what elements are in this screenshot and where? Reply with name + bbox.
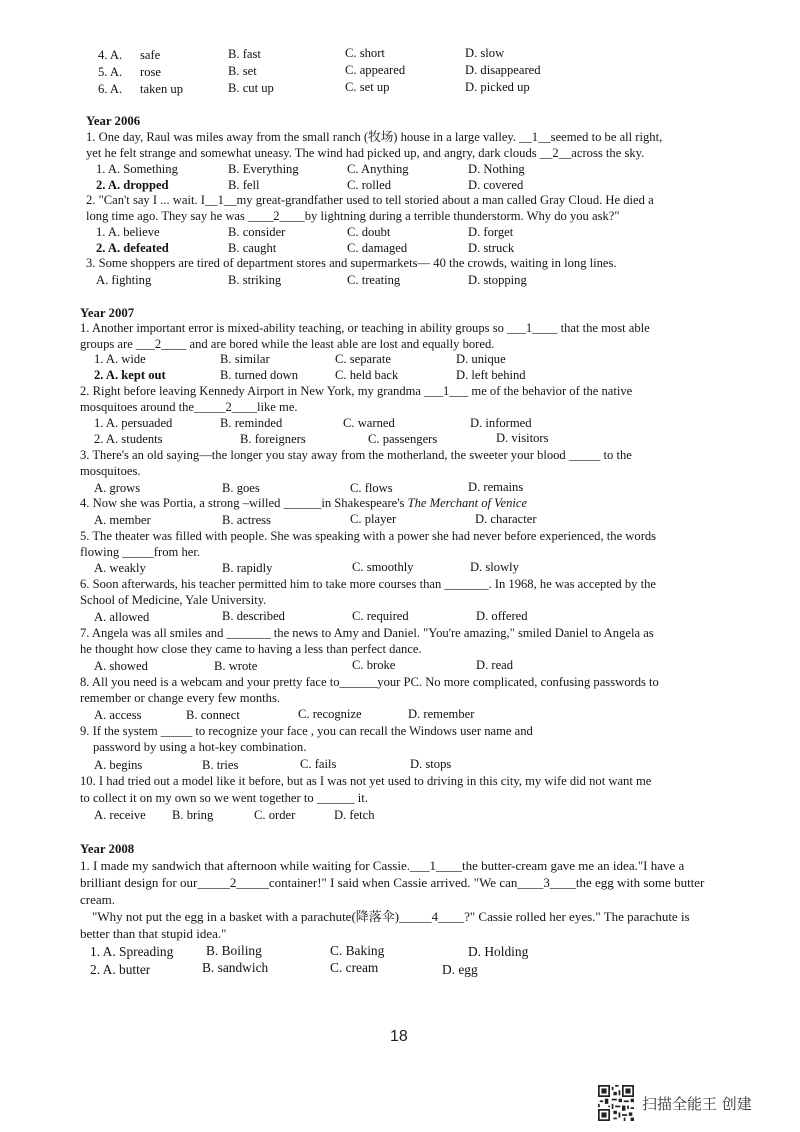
option-a: 1. A. Spreading [90, 944, 174, 959]
option-c: C. rolled [347, 178, 392, 192]
option-b: B. striking [228, 273, 282, 287]
option-d: D. offered [476, 609, 528, 623]
option-a: 1. A. believe [96, 225, 160, 239]
option-a: A. member [94, 513, 151, 527]
option-d: D. disappeared [465, 63, 541, 77]
option-d: D. remember [408, 707, 475, 721]
option-d: D. read [476, 658, 514, 672]
option-a: A. fighting [96, 273, 152, 287]
option-d: D. forget [468, 225, 514, 239]
question-line: he thought how close they came to having a less than perfect dance. [80, 642, 422, 656]
option-a: A. receive [94, 808, 146, 822]
question-line: 7. Angela was all smiles and _______ the news to Amy and Daniel. "You're amazing," smiled Daniel to Angela as [80, 626, 654, 640]
question-line: 8. All you need is a webcam and your pretty face to______your PC. No more complicated, confusing passwords to [80, 675, 659, 689]
passage-line: brilliant design for our_____2_____container!" I said when Cassie arrived. "We can____3____the egg with some butter [80, 875, 705, 890]
question-line: flowing _____from her. [80, 545, 200, 559]
option-a: 2. A. butter [90, 962, 151, 977]
option-a: 1. A. wide [94, 352, 146, 366]
option-c: C. damaged [347, 241, 408, 255]
option-d: D. left behind [456, 368, 526, 382]
passage-line: cream. [80, 892, 116, 907]
option-c: C. passengers [368, 432, 438, 446]
option-c: C. smoothly [352, 560, 414, 574]
option-d: D. Nothing [468, 162, 525, 176]
option-c: C. player [350, 512, 397, 526]
option-b: B. foreigners [240, 432, 306, 446]
option-b: B. consider [228, 225, 286, 239]
section-heading-2007: Year 2007 [80, 306, 135, 320]
option-b: B. fast [228, 47, 261, 61]
option-a: 2. A. students [94, 432, 163, 446]
option-a: safe [140, 48, 161, 62]
question-line: to collect it on my own so we went together to ______ it. [80, 791, 368, 805]
option-a: A. access [94, 708, 142, 722]
option-c: C. broke [352, 658, 396, 672]
option-a: A. begins [94, 758, 143, 772]
option-number: 6. A. [98, 82, 123, 96]
option-d: D. covered [468, 178, 524, 192]
option-d: D. visitors [496, 431, 549, 445]
question-line: 1. Another important error is mixed-ability teaching, or teaching in ability groups so ___1____ that the most able [80, 321, 650, 335]
option-b: B. Boiling [206, 943, 262, 958]
option-d: D. slowly [470, 560, 519, 574]
option-a: 2. A. dropped [96, 178, 169, 192]
option-d: D. informed [470, 416, 532, 430]
option-d: D. stops [410, 757, 452, 771]
option-d: D. fetch [334, 808, 375, 822]
question-line: mosquitoes. [80, 464, 141, 478]
passage-line: "Why not put the egg in a basket with a parachute(降落伞)_____4____?" Cassie rolled her eyes." The parachute is [92, 909, 690, 924]
question-line: 6. Soon afterwards, his teacher permitted him to take more courses than _______. In 1968, he was accepted by the [80, 577, 656, 591]
option-d: D. character [475, 512, 537, 526]
option-a: A. showed [94, 659, 148, 673]
scanner-footer [598, 1085, 788, 1121]
passage-line: 2. "Can't say I ... wait. I__1__my great-grandfather used to tell storied about a man called Gray Cloud. He died a [86, 193, 654, 207]
option-b: B. goes [222, 481, 260, 495]
option-b: B. turned down [220, 368, 299, 382]
question-line: 5. The theater was filled with people. She was speaking with a power she had never before experienced, the words [80, 529, 657, 543]
option-a: taken up [140, 82, 184, 96]
option-b: B. fell [228, 178, 260, 192]
option-d: D. slow [465, 46, 505, 60]
option-c: C. doubt [347, 225, 391, 239]
option-c: C. recognize [298, 707, 362, 721]
option-c: C. Anything [347, 162, 409, 176]
question-line: 2. Right before leaving Kennedy Airport in New York, my grandma ___1___ me of the behavior of the native [80, 384, 633, 398]
option-a: rose [140, 65, 161, 79]
option-number: 4. A. [98, 48, 123, 62]
option-c: C. Baking [330, 943, 385, 958]
option-a: 1. A. Something [96, 162, 178, 176]
question-line: password by using a hot-key combination. [93, 740, 307, 754]
question-line [80, 496, 527, 511]
option-b: B. tries [202, 758, 239, 772]
option-b: B. bring [172, 808, 214, 822]
passage-line: 3. Some shoppers are tired of department stores and supermarkets— 40 the crowds, waiting in long lines. [86, 256, 617, 270]
passage-line: yet he felt strange and somewhat uneasy. The wind had picked up, and angry, dark clouds __2__across the sky. [86, 146, 645, 160]
option-b: B. set [228, 64, 257, 78]
option-c: C. warned [343, 416, 395, 430]
question-line: groups are ___2____ and are bored while the least able are lost and equally bored. [80, 337, 495, 351]
option-d: D. struck [468, 241, 515, 255]
passage-line: long time ago. They say he was ____2____by lightning during a terrible thunderstorm. Why do you ask?" [86, 209, 620, 223]
page-number: 18 [390, 1028, 408, 1045]
passage-line: 1. One day, Raul was miles away from the small ranch (牧场) house in a large valley. __1__seemed to be all right, [86, 130, 663, 144]
passage-line: better than that stupid idea." [80, 926, 227, 941]
qr-code-icon [598, 1085, 634, 1121]
option-b: B. reminded [220, 416, 283, 430]
option-b: B. cut up [228, 81, 274, 95]
option-b: B. connect [186, 708, 240, 722]
option-b: B. wrote [214, 659, 258, 673]
section-heading-2006: Year 2006 [86, 114, 141, 128]
option-a: A. weakly [94, 561, 146, 575]
option-a: A. grows [94, 481, 141, 495]
option-c: C. order [254, 808, 296, 822]
option-a: 1. A. persuaded [94, 416, 173, 430]
option-b: B. actress [222, 513, 271, 527]
option-d: D. remains [468, 480, 524, 494]
question-text: 4. Now she was Portia, a strong –willed ______in Shakespeare's [80, 496, 408, 510]
option-a: A. allowed [94, 610, 150, 624]
option-b: B. described [222, 609, 285, 623]
option-c: C. fails [300, 757, 337, 771]
section-heading-2008: Year 2008 [80, 842, 135, 856]
option-b: B. sandwich [202, 960, 269, 975]
question-line: School of Medicine, Yale University. [80, 593, 267, 607]
option-a: 2. A. kept out [94, 368, 166, 382]
option-c: C. flows [350, 481, 393, 495]
question-line: remember or change every few months. [80, 691, 281, 705]
option-c: C. set up [345, 80, 390, 94]
option-b: B. Everything [228, 162, 299, 176]
option-d: D. picked up [465, 80, 530, 94]
book-title: The Merchant of Venice [407, 496, 528, 510]
option-d: D. unique [456, 352, 506, 366]
question-line: mosquitoes around the_____2____like me. [80, 400, 298, 414]
option-d: D. Holding [468, 944, 529, 959]
option-a: 2. A. defeated [96, 241, 169, 255]
option-c: C. held back [335, 368, 399, 382]
question-line: 9. If the system _____ to recognize your face , you can recall the Windows user name and [80, 724, 533, 738]
option-b: B. rapidly [222, 561, 273, 575]
option-d: D. stopping [468, 273, 527, 287]
option-number: 5. A. [98, 65, 123, 79]
passage-line: 1. I made my sandwich that afternoon while waiting for Cassie.___1____the butter-cream gave me an idea."I have a [80, 858, 685, 873]
option-c: C. cream [330, 960, 379, 975]
option-c: C. required [352, 609, 409, 623]
option-b: B. similar [220, 352, 270, 366]
option-c: C. separate [335, 352, 391, 366]
option-c: C. appeared [345, 63, 406, 77]
option-c: C. treating [347, 273, 401, 287]
scanner-app-label: 扫描全能王 创建 [642, 1094, 752, 1113]
option-d: D. egg [442, 962, 478, 977]
option-b: B. caught [228, 241, 277, 255]
question-line: 10. I had tried out a model like it before, but as I was not yet used to driving in this city, my wife did not want me [80, 774, 652, 788]
question-line: 3. There's an old saying—the longer you stay away from the motherland, the sweeter your blood _____ to the [80, 448, 632, 462]
option-c: C. short [345, 46, 385, 60]
